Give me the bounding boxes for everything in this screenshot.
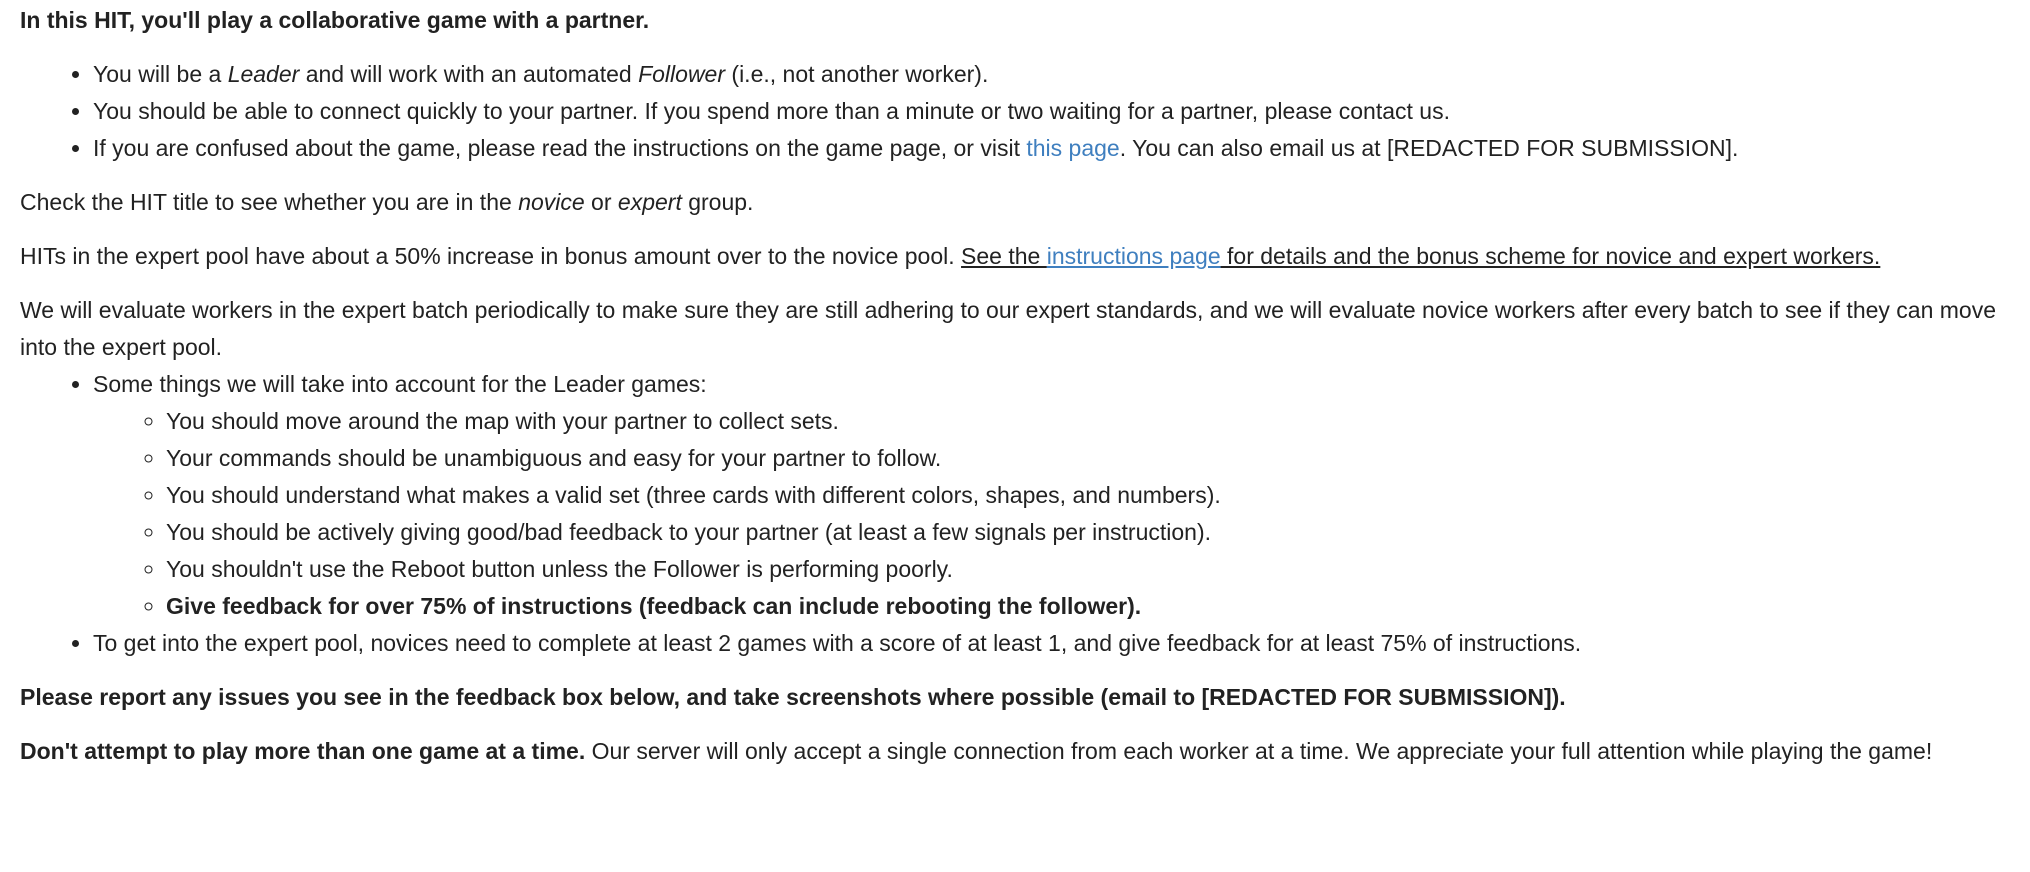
list-item: ◦ You should be actively giving good/bad feedback to your partner (at least a few signals per instruction). xyxy=(166,514,2010,551)
bonus-details-text: for details and the bonus scheme for novice and expert workers. xyxy=(1220,243,1881,269)
list-item-leader xyxy=(93,56,2010,93)
criteria-intro-text: Some things we will take into account for the Leader games: xyxy=(93,371,707,397)
report-text: Please report any issues you see in the feedback box below, and take screenshots where possible (email to [REDACTED FOR SUBMISSION]). xyxy=(20,684,1566,710)
list-item-text: and will work with an automated xyxy=(299,61,639,87)
list-item-text: . You can also email us at [REDACTED FOR SUBMISSION]. xyxy=(1119,135,1739,161)
list-item-connect xyxy=(93,93,2010,130)
list-item-text: If you are confused about the game, please read the instructions on the game page, or visit xyxy=(93,135,1027,161)
list-item: ◦ You should understand what makes a valid set (three cards with different colors, shapes, and numbers). xyxy=(166,477,2010,514)
list-item: ◦ You shouldn't use the Reboot button unless the Follower is performing poorly. xyxy=(166,551,2010,588)
bonus-see-text: See the xyxy=(961,243,1047,269)
this-page-link[interactable]: this page xyxy=(1026,135,1120,161)
list-item-text: You will be a xyxy=(93,61,228,87)
follower-term: Follower xyxy=(638,61,726,87)
single-game-paragraph xyxy=(20,733,2010,770)
overview-list xyxy=(20,56,2010,167)
list-item-expert-requirement xyxy=(93,625,2010,662)
criteria-sublist xyxy=(93,403,2010,625)
list-item: ◦ You should move around the map with your partner to collect sets. xyxy=(166,403,2010,440)
single-game-text: Our server will only accept a single connection from each worker at a time. We appreciate your full attention while playing the game! xyxy=(585,738,1933,764)
group-text: Check the HIT title to see whether you are in the xyxy=(20,189,519,215)
evaluate-text: We will evaluate workers in the expert batch periodically to make sure they are still adhering to our expert standards, and we will evaluate novice workers after every batch to see if they can move into the expert pool. xyxy=(20,297,1997,360)
list-item-text: (i.e., not another worker). xyxy=(725,61,989,87)
group-paragraph xyxy=(20,184,2010,221)
instructions-page-link[interactable]: instructions page xyxy=(1046,243,1221,269)
group-text: or xyxy=(584,189,618,215)
report-paragraph xyxy=(20,679,2010,716)
list-item-criteria-intro xyxy=(93,366,2010,625)
single-game-bold-text: Don't attempt to play more than one game at a time. xyxy=(20,738,586,764)
list-item-confused xyxy=(93,130,2010,167)
criteria-list xyxy=(20,366,2010,662)
intro-heading-text: In this HIT, you'll play a collaborative game with a partner. xyxy=(20,7,650,33)
bonus-underlined-text xyxy=(961,243,1880,269)
evaluate-paragraph xyxy=(20,292,2010,366)
list-item-text: You should be able to connect quickly to your partner. If you spend more than a minute or two waiting for a partner, please contact us. xyxy=(93,98,1450,124)
intro-heading xyxy=(20,2,2010,39)
bonus-text: HITs in the expert pool have about a 50% increase in bonus amount over to the novice pool. xyxy=(20,243,962,269)
novice-term: novice xyxy=(518,189,585,215)
list-item: ◦ Your commands should be unambiguous and easy for your partner to follow. xyxy=(166,440,2010,477)
leader-term: Leader xyxy=(227,61,300,87)
group-text: group. xyxy=(681,189,754,215)
expert-requirement-text: To get into the expert pool, novices need to complete at least 2 games with a score of at least 1, and give feedback for at least 75% of instructions. xyxy=(93,630,1582,656)
bonus-paragraph xyxy=(20,238,2010,275)
list-item-bold: ◦ Give feedback for over 75% of instructions (feedback can include rebooting the follower). xyxy=(166,588,2010,625)
expert-term: expert xyxy=(617,189,682,215)
